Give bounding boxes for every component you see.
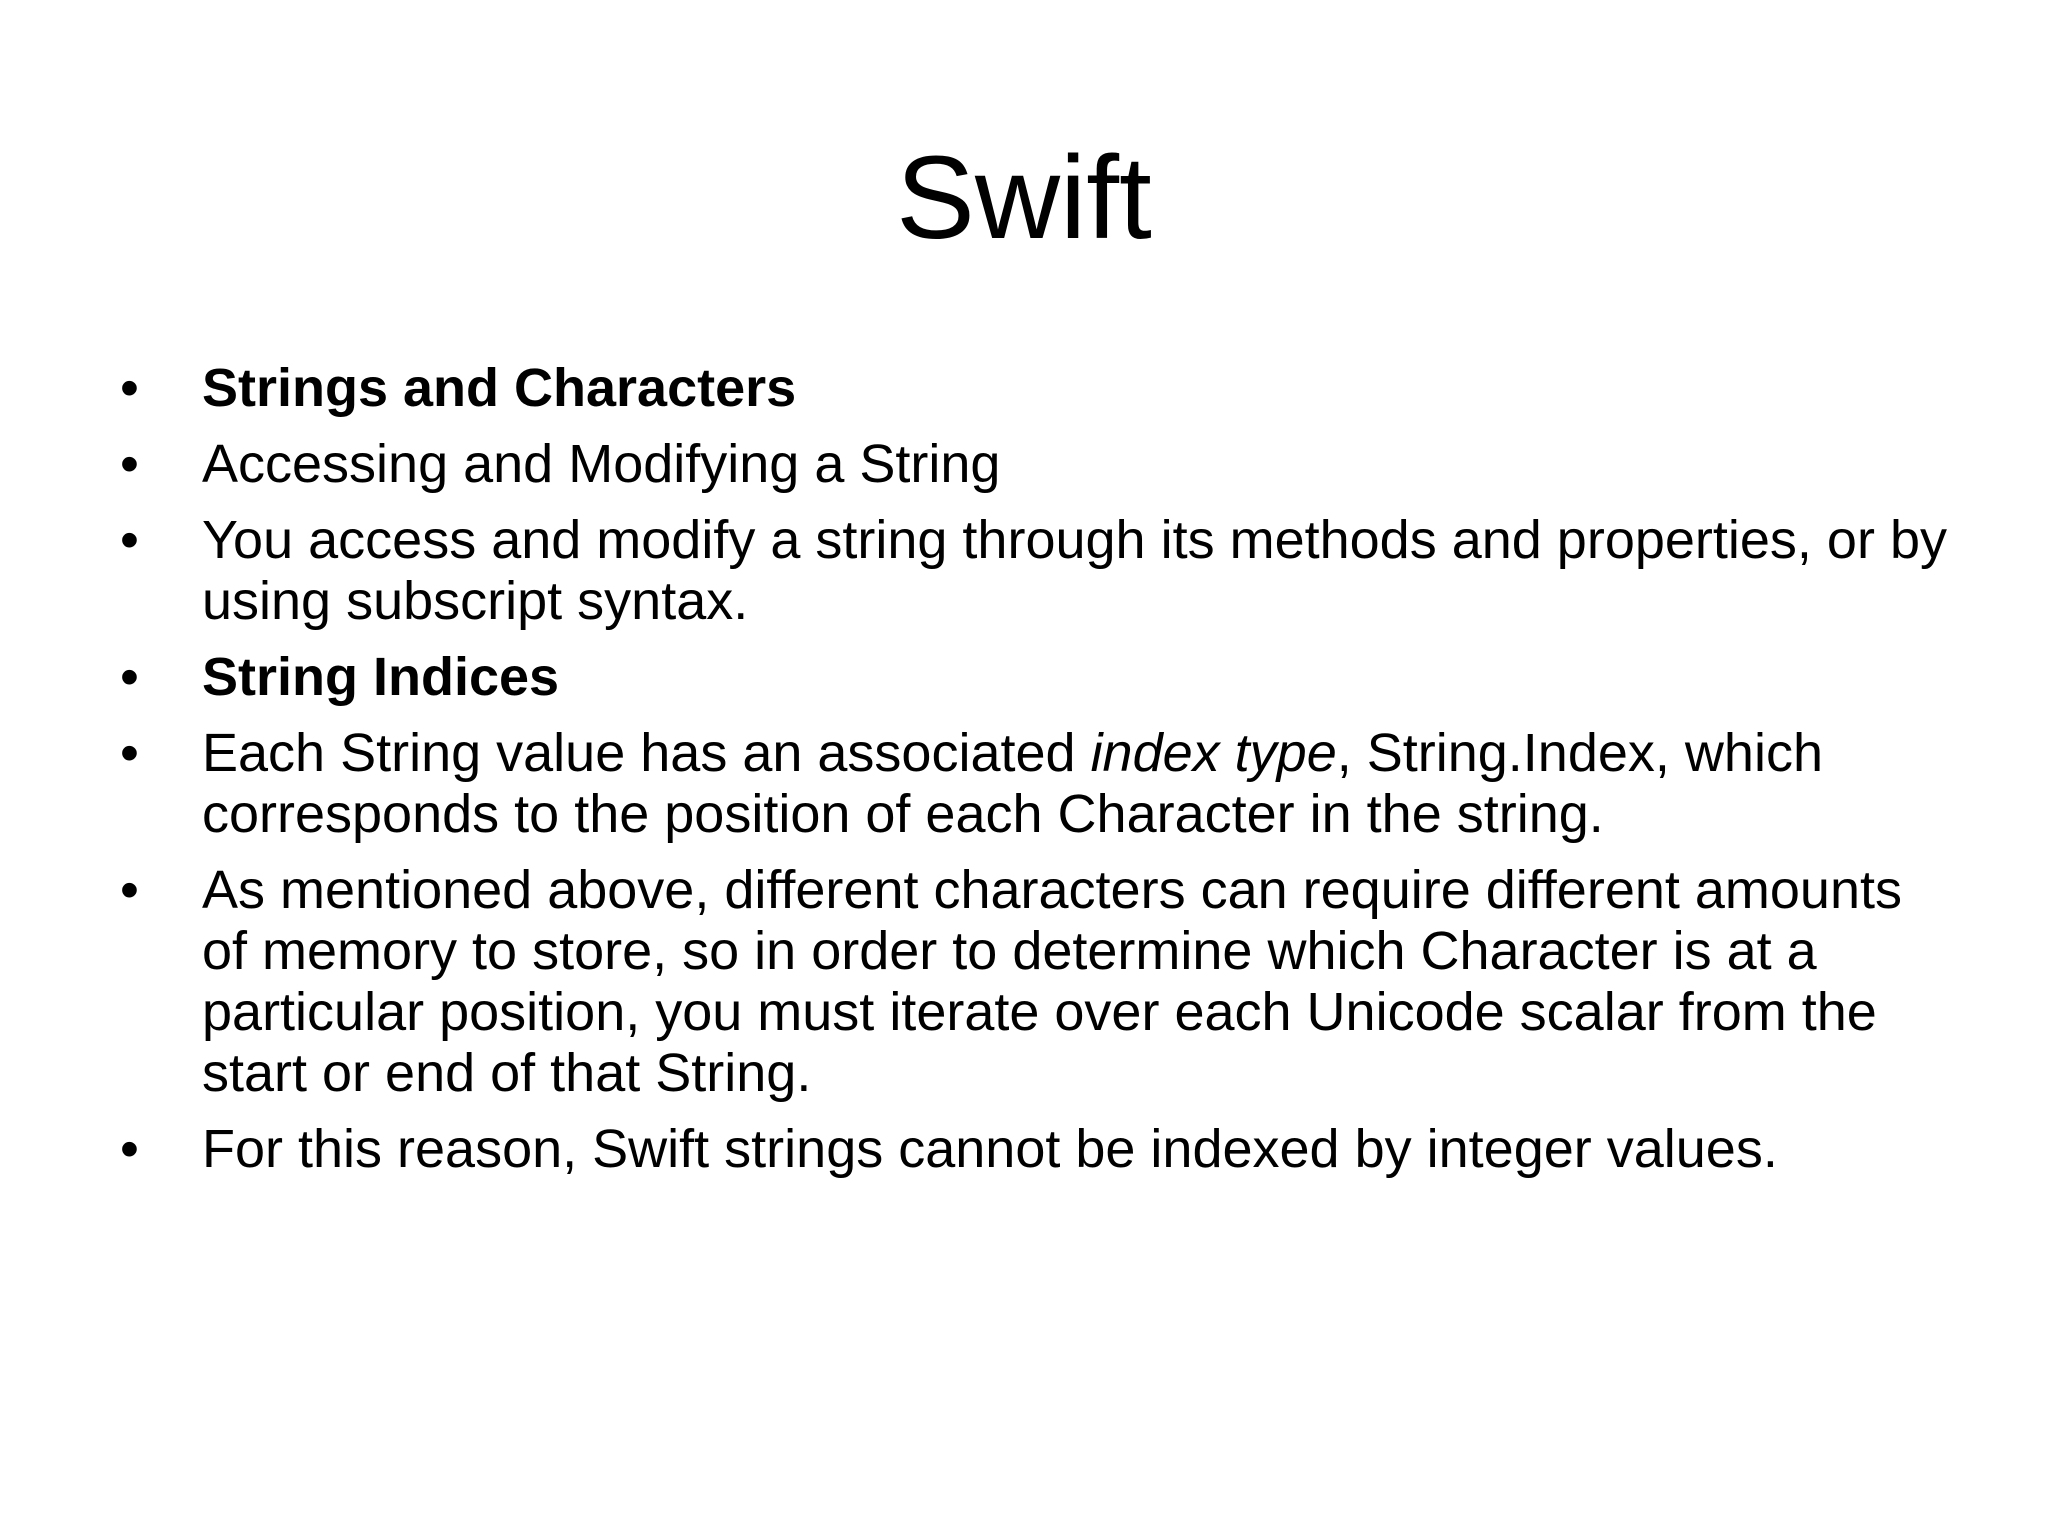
bullet-text: As mentioned above, different characters can require different amounts of memory to store, so in order to determine which Character is at a particular position, you must iterate over each Unicode scalar from the start or end of that String.	[202, 860, 1902, 1103]
bullet-icon: •	[120, 860, 139, 920]
bullet-icon: •	[120, 723, 139, 783]
bullet-icon: •	[120, 358, 139, 418]
bullet-item-index-type	[120, 723, 1950, 845]
bullet-text: You access and modify a string through its methods and properties, or by using subscript syntax.	[202, 510, 1947, 631]
bullet-item-strings-and-characters	[120, 358, 1950, 419]
bullet-text: For this reason, Swift strings cannot be indexed by integer values.	[202, 1119, 1778, 1179]
bullet-list	[120, 358, 1950, 1195]
bullet-text: String Indices	[202, 647, 560, 707]
bullet-text: Accessing and Modifying a String	[202, 434, 1001, 494]
bullet-text-italic: index type	[1090, 723, 1337, 783]
bullet-icon: •	[120, 434, 139, 494]
bullet-icon: •	[120, 510, 139, 570]
bullet-item-string-indices	[120, 647, 1950, 708]
bullet-icon: •	[120, 1119, 139, 1179]
bullet-item-accessing-and-modifying	[120, 434, 1950, 495]
slide-title: Swift	[896, 132, 1152, 264]
bullet-text-after: , String.Index, which corresponds to the position of each Character in the string.	[202, 723, 1823, 844]
bullet-item-memory	[120, 860, 1950, 1104]
bullet-item-integer-values	[120, 1119, 1950, 1180]
bullet-text	[202, 723, 1823, 844]
bullet-item-access-methods	[120, 510, 1950, 632]
bullet-icon: •	[120, 647, 139, 707]
bullet-text: Strings and Characters	[202, 358, 797, 418]
bullet-text-before: Each String value has an associated	[202, 723, 1091, 783]
